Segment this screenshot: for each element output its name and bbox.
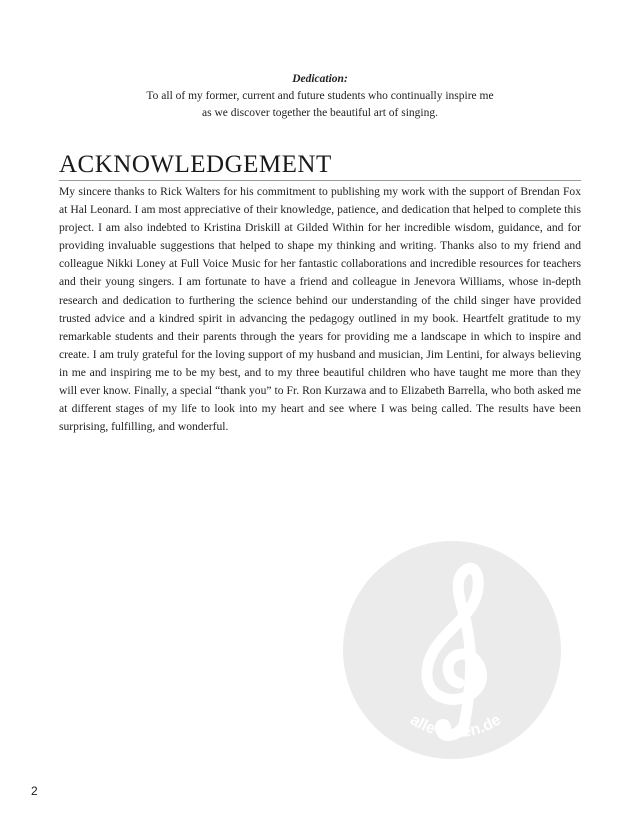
acknowledgement-body: My sincere thanks to Rick Walters for his commitment to publishing my work with the support of Brendan Fox at Hal Leonard. I am most appreciative of their knowledge, patience, and dedication that helped to complete this project. I am also indebted to Kristina Driskill at Gilded Within for her incredible wisdom, guidance, and for providing invaluable suggestions that helped to shape my thinking and writing. Thanks also to my friend and colleague Nikki Loney at Full Voice Music for her fantastic collaborations and incredible resources for teachers and their young singers. I am fortunate to have a friend and colleague in Jenevora Williams, whose in-depth research and dedication to furthering the science behind our understanding of the child singer have provided trusted advice and a kindred spirit in advancing the pedagogy outlined in my book. Heartfelt gratitude to my remarkable students and their parents through the years for providing me a landscape in which to inspire and create. I am truly grateful for the loving support of my husband and musician, Jim Lentini, for always believing in me and inspiring me to be my best, and to my three beautiful children who have taught me more than they will ever know. Finally, a special “thank you” to Fr. Ron Kurzawa and to Elizabeth Barrella, who both asked me at different stages of my life to look into my heart and see where I was being called. The results have been surprising, fulfilling, and wonderful. xyxy=(59,185,581,434)
acknowledgement-heading: ACKNOWLEDGEMENT xyxy=(59,150,581,181)
dedication-line-2: as we discover together the beautiful art of singing. xyxy=(202,107,438,119)
dedication-block xyxy=(0,71,640,122)
watermark-text: alle-noten.de xyxy=(406,711,505,742)
watermark-logo xyxy=(343,541,561,759)
page-number: 2 xyxy=(31,784,38,798)
dedication-title: Dedication: xyxy=(292,73,348,85)
dedication-line-1: To all of my former, current and future students who continually inspire me xyxy=(146,90,494,102)
